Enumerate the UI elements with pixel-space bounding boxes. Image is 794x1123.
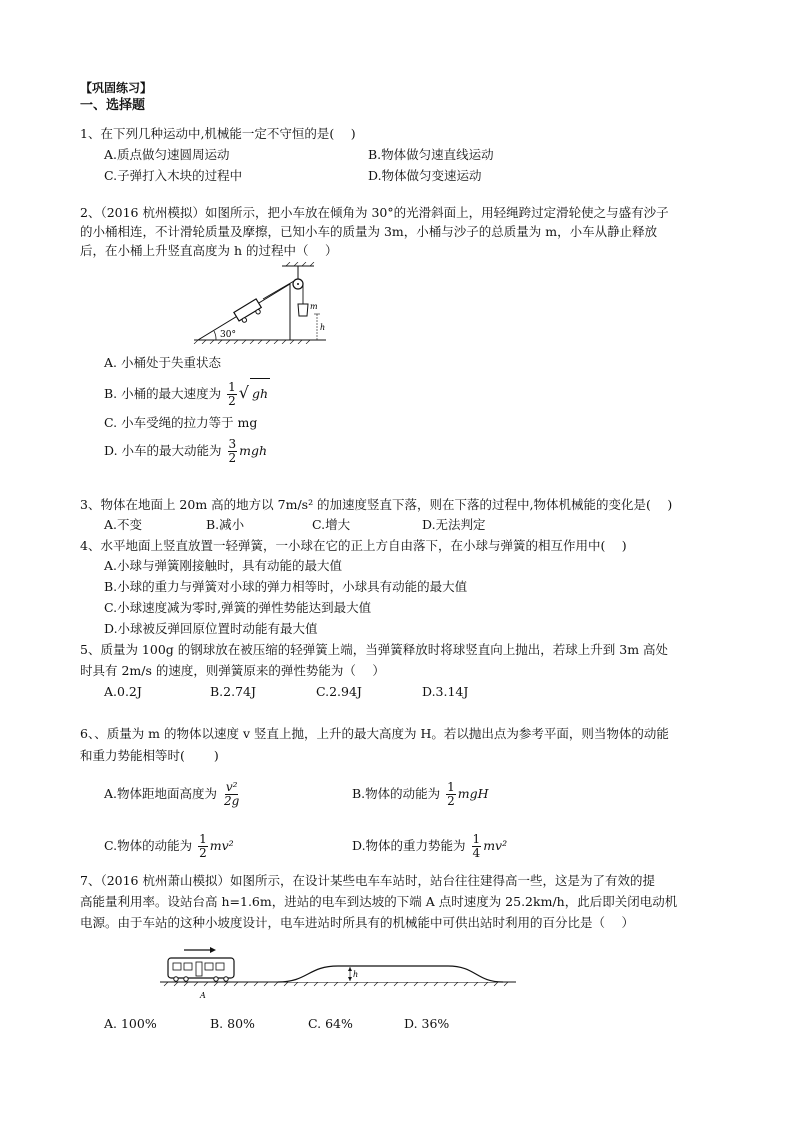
q5-stem-line2: 时具有 2m/s 的速度，则弹簧原来的弹性势能为（ ） [80, 663, 385, 678]
q5-option-a: A.0.2J [104, 684, 142, 699]
q6-option-a: A.物体距地面高度为 $\frac{\text{v²}}{2g}$ [104, 780, 240, 808]
q7-height-label: h [353, 970, 359, 979]
q1-option-b: B.物体做匀速直线运动 [368, 147, 494, 162]
q5-option-c: C.2.94J [316, 684, 362, 699]
q2-height-label: h [320, 323, 326, 332]
q7-option-a: A. 100% [104, 1016, 157, 1031]
q1-option-d: D.物体做匀变速运动 [368, 168, 482, 183]
q5-stem-line1: 5、质量为 100g 的钢球放在被压缩的轻弹簧上端，当弹簧释放时将球竖直向上抛出，若球上升到 3m 高处 [80, 642, 669, 657]
q5-option-d: D.3.14J [422, 684, 469, 699]
q5-option-b: B.2.74J [210, 684, 257, 699]
q6-option-c: C.物体的动能为 $\frac{1}{2}$ mv² [104, 832, 234, 860]
q6-stem-line2: 和重力势能相等时( ) [80, 748, 219, 763]
q2-bucket [298, 304, 308, 316]
q7-station-platform [278, 966, 503, 982]
q4-option-a: A.小球与弹簧刚接触时，具有动能的最大值 [104, 558, 343, 573]
q1-option-c: C.子弹打入木块的过程中 [104, 168, 243, 183]
q2-option-b: B. 小桶的最大速度为 $\frac{1}{2}$ √ gh [104, 380, 269, 408]
q3-option-b: B.减小 [206, 517, 245, 532]
q2-option-c: C. 小车受绳的拉力等于 mg [104, 415, 258, 430]
q2-stem-line3: 后，在小桶上升竖直高度为 h 的过程中（ ） [80, 243, 338, 258]
q3-option-c: C.增大 [312, 517, 351, 532]
section-title: 一、选择题 [80, 98, 146, 113]
q2-option-a: A. 小桶处于失重状态 [104, 355, 221, 370]
q4-option-c: C.小球速度减为零时,弹簧的弹性势能达到最大值 [104, 600, 372, 615]
q7-stem-line2: 高能量利用率。设站台高 h=1.6m，进站的电车到达坡的下端 A 点时速度为 25.2km/h，此后即关闭电动机 [80, 894, 678, 909]
q4-option-b: B.小球的重力与弹簧对小球的弹力相等时，小球具有动能的最大值 [104, 579, 468, 594]
q6-option-b: B.物体的动能为 $\frac{1}{2}$ mgH [352, 780, 489, 808]
q4-stem: 4、水平地面上竖直放置一轻弹簧，一小球在它的正上方自由落下，在小球与弹簧的相互作用中( ) [80, 538, 627, 553]
q7-point-a-label: A [200, 991, 206, 1000]
q7-option-b: B. 80% [210, 1016, 255, 1031]
q2-stem-line1: 2、（2016 杭州模拟）如图所示，把小车放在倾角为 30°的光滑斜面上，用轻绳跨过定滑轮使之与盛有沙子 [80, 205, 669, 220]
q2-figure-incline-pulley [190, 262, 330, 344]
q4-option-d: D.小球被反弹回原位置时动能有最大值 [104, 621, 318, 636]
q2-mass-label: m [310, 302, 318, 311]
q1-option-a: A.质点做匀速圆周运动 [104, 147, 230, 162]
q3-option-d: D.无法判定 [422, 517, 486, 532]
q2-angle-label: 30° [220, 330, 236, 340]
q7-option-c: C. 64% [308, 1016, 353, 1031]
q1-stem: 1、在下列几种运动中,机械能一定不守恒的是( ) [80, 126, 356, 141]
q7-option-d: D. 36% [404, 1016, 450, 1031]
q6-option-d: D.物体的重力势能为 $\frac{1}{4}$ mv² [352, 832, 508, 860]
q7-stem-line1: 7、（2016 杭州萧山模拟）如图所示，在设计某些电车车站时，站台往往建得高一些，这是为了有效的提 [80, 873, 655, 888]
q7-stem-line3: 电源。由于车站的这种小坡度设计，电车进站时所具有的机械能中可供出站时利用的百分比是（ ） [80, 915, 634, 930]
q2-stem-line2: 的小桶相连，不计滑轮质量及摩擦，已知小车的质量为 3m，小桶与沙子的总质量为 m，小车从静止释放 [80, 224, 658, 239]
q3-option-a: A.不变 [104, 517, 143, 532]
q6-stem-line1: 6、、质量为 m 的物体以速度 v 竖直上抛，上升的最大高度为 H。若以抛出点为参考平面，则当物体的动能 [80, 726, 669, 741]
q7-figure-tram-station [158, 944, 518, 1002]
q2-option-d: D. 小车的最大动能为 $\frac{3}{2}$ mgh [104, 437, 268, 465]
section-tag: 【巩固练习】 [80, 81, 153, 95]
q7-tram [168, 958, 234, 981]
q3-stem: 3、物体在地面上 20m 高的地方以 7m/s² 的加速度竖直下落，则在下落的过程中,物体机械能的变化是( ) [80, 497, 673, 512]
